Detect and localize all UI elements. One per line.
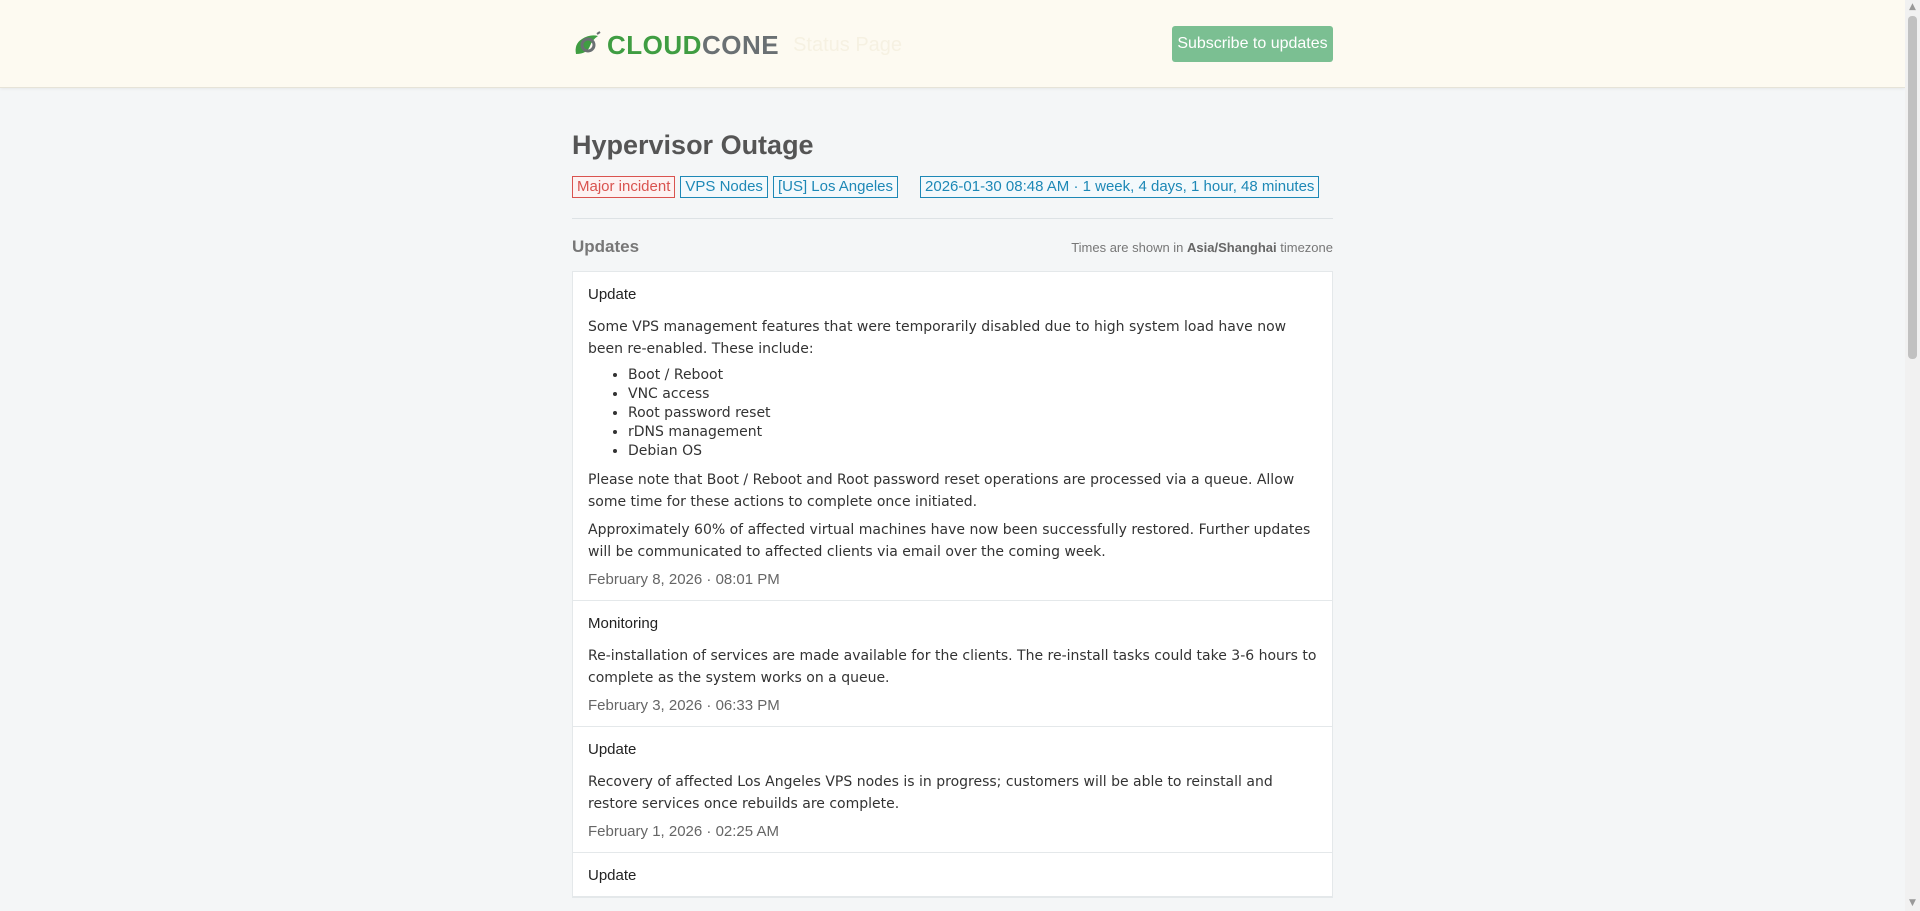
update-item	[573, 727, 1332, 853]
re-enabled-features-list	[628, 366, 1317, 461]
update-paragraph: Recovery of affected Los Angeles VPS nodes is in progress; customers will be able to reinstall and restore services once rebuilds are complete.	[588, 774, 1273, 812]
update-date: February 3, 2026 · 06:33 PM	[588, 697, 780, 714]
duration-badge: 2026-01-30 08:48 AM · 1 week, 4 days, 1 hour, 48 minutes	[920, 176, 1319, 198]
incident-main	[572, 88, 1333, 898]
timezone-name: Asia/Shanghai	[1187, 240, 1277, 255]
page-scrollbar[interactable]	[1905, 0, 1920, 911]
update-paragraph: Some VPS management features that were temporarily disabled due to high system load have now been re-enabled. These include:	[588, 319, 1287, 357]
subscribe-button[interactable]: Subscribe to updates	[1172, 26, 1333, 62]
update-paragraph: Re-installation of services are made available for the clients. The re-install tasks could take 3-6 hours to complete as the system works on a queue.	[588, 648, 1317, 686]
divider	[572, 218, 1333, 219]
timezone-suffix: timezone	[1280, 240, 1333, 255]
location-badge: [US] Los Angeles	[773, 176, 898, 198]
timezone-note	[1071, 240, 1333, 255]
list-item: • Root password reset	[628, 404, 1317, 423]
incident-badges	[572, 176, 1333, 198]
scrollbar-thumb[interactable]	[1908, 16, 1917, 359]
update-date: February 1, 2026 · 02:25 AM	[588, 823, 779, 840]
scroll-down-icon[interactable]: ▼	[1909, 898, 1916, 908]
update-paragraph: Approximately 60% of affected virtual machines have now been successfully restored. Further updates will be communicated to affected clients via email over the coming week.	[588, 522, 1311, 560]
logo-text-cone: CONE	[701, 29, 780, 60]
severity-badge: Major incident	[572, 176, 675, 198]
update-status: Update	[588, 867, 637, 884]
update-item	[573, 272, 1332, 601]
component-badge: VPS Nodes	[680, 176, 768, 198]
list-item: • rDNS management	[628, 423, 1317, 442]
timezone-prefix: Times are shown in	[1071, 240, 1184, 255]
update-body	[588, 771, 1317, 815]
list-item: • VNC access	[628, 385, 1317, 404]
update-date: February 8, 2026 · 08:01 PM	[588, 571, 780, 588]
update-body	[588, 316, 1317, 563]
update-item	[573, 853, 1332, 897]
list-item: • Debian OS	[628, 442, 1317, 461]
updates-title: Updates	[572, 237, 640, 256]
page-header	[0, 0, 1905, 88]
scroll-up-icon[interactable]: ▲	[1909, 2, 1916, 12]
list-item: • Boot / Reboot	[628, 366, 1317, 385]
incident-title: Hypervisor Outage	[572, 130, 814, 160]
update-status: Monitoring	[588, 615, 659, 632]
update-status: Update	[588, 286, 637, 303]
logo-text-cloud: CLOUD	[607, 29, 702, 60]
updates-header	[572, 237, 1333, 257]
update-item	[573, 601, 1332, 727]
updates-list	[572, 271, 1333, 898]
cloudcone-logo-icon	[572, 30, 602, 60]
cloudcone-logo[interactable]	[572, 29, 902, 61]
update-body	[588, 645, 1317, 689]
logo-subtitle: Status Page	[793, 33, 903, 56]
update-status: Update	[588, 741, 637, 758]
update-paragraph: Please note that Boot / Reboot and Root password reset operations are processed via a queue. Allow some time for these actions to complete once initiated.	[588, 472, 1295, 510]
